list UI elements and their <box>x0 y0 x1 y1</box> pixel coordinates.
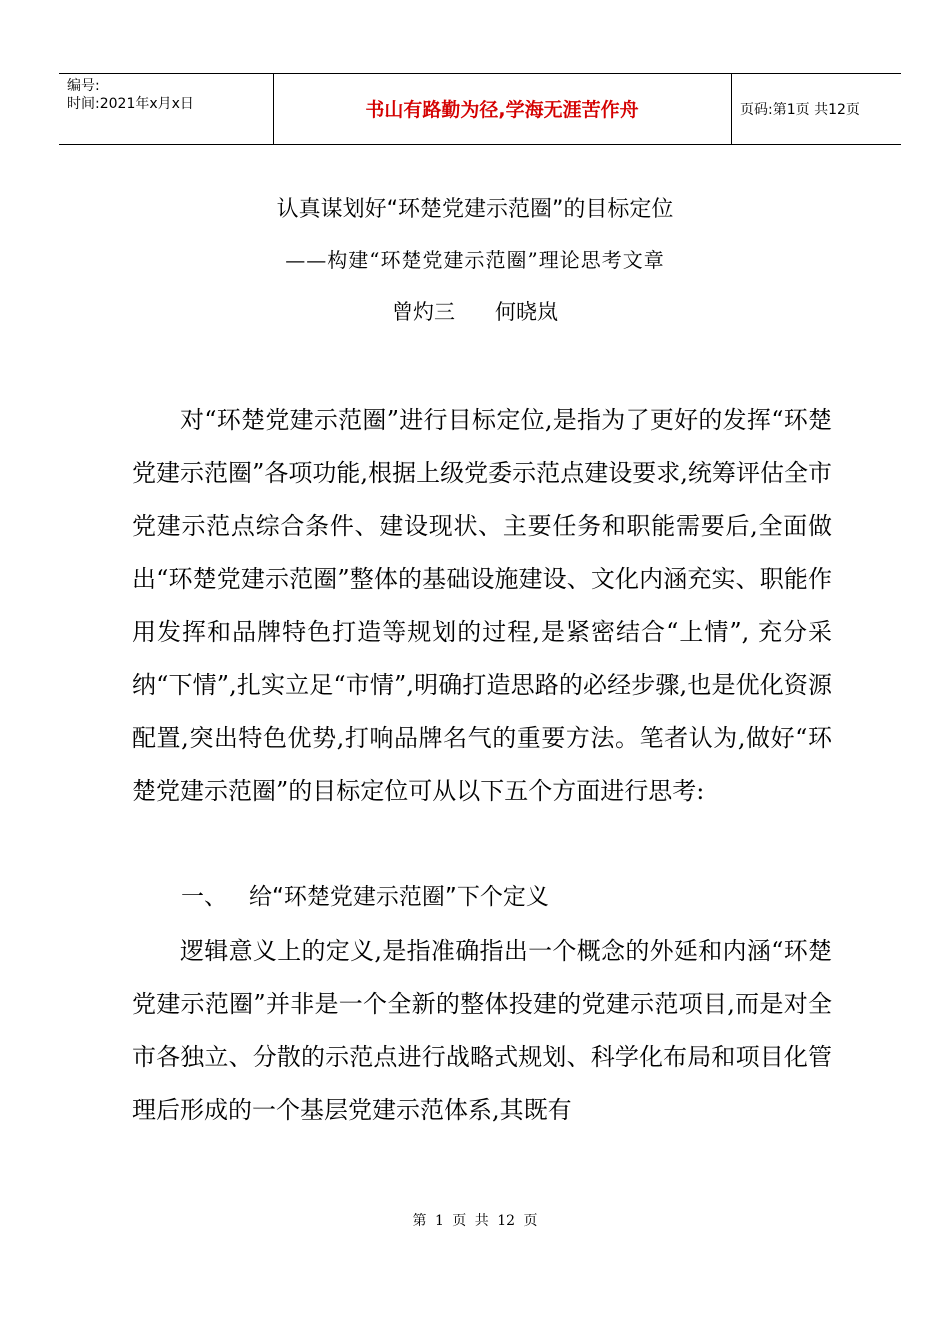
document-title: 认真谋划好“环楚党建示范圈”的目标定位 <box>276 197 674 222</box>
document-number-label: 编号: <box>67 78 100 94</box>
document-header <box>59 73 901 145</box>
body-paragraph: 逻辑意义上的定义,是指准确指出一个概念的外延和内涵“环楚党建示范圈”并非是一个全新的整体投建的党建示范项目,而是对全市各独立、分散的示范点进行战略式规划、科学化布局和项目化管理后形成的一个基层党建示范体系,其既有 <box>132 937 832 1124</box>
header-motto: 书山有路勤为径,学海无涯苦作舟 <box>365 99 639 121</box>
section-heading <box>181 873 549 921</box>
author-name: 何晓岚 <box>495 300 558 324</box>
section-number: 一、 <box>181 884 227 910</box>
body-paragraph: 对“环楚党建示范圈”进行目标定位,是指为了更好的发挥“环楚党建示范圈”各项功能,根据上级党委示范点建设要求,统筹评估全市党建示范点综合条件、建设现状、主要任务和职能需要后,全面做出“环楚党建示范圈”整体的基础设施建设、文化内涵充实、职能作用发挥和品牌特色打造等规划的过程,是紧密结合“上情”, 充分采纳“下情”,扎实立足“市情”,明确打造思路的必经步骤,也是优化资源配置,突出特色优势,打响品牌名气的重要方法。笔者认为,做好“环楚党建示范圈”的目标定位可从以下五个方面进行思考: <box>132 406 832 805</box>
header-motto-cell <box>273 74 732 144</box>
header-page-info: 页码:第1页 共12页 <box>740 102 860 118</box>
author-name: 曾灼三 <box>392 300 455 324</box>
document-authors <box>0 298 950 326</box>
section-title: 给“环楚党建示范圈”下个定义 <box>249 884 549 910</box>
document-subtitle: ——构建“环楚党建示范圈”理论思考文章 <box>285 248 665 272</box>
header-info-cell <box>59 74 274 144</box>
document-time-label: 时间:2021年x月x日 <box>67 96 194 112</box>
header-page-cell <box>731 74 901 144</box>
page-footer: 第 1 页 共 12 页 <box>412 1213 538 1229</box>
